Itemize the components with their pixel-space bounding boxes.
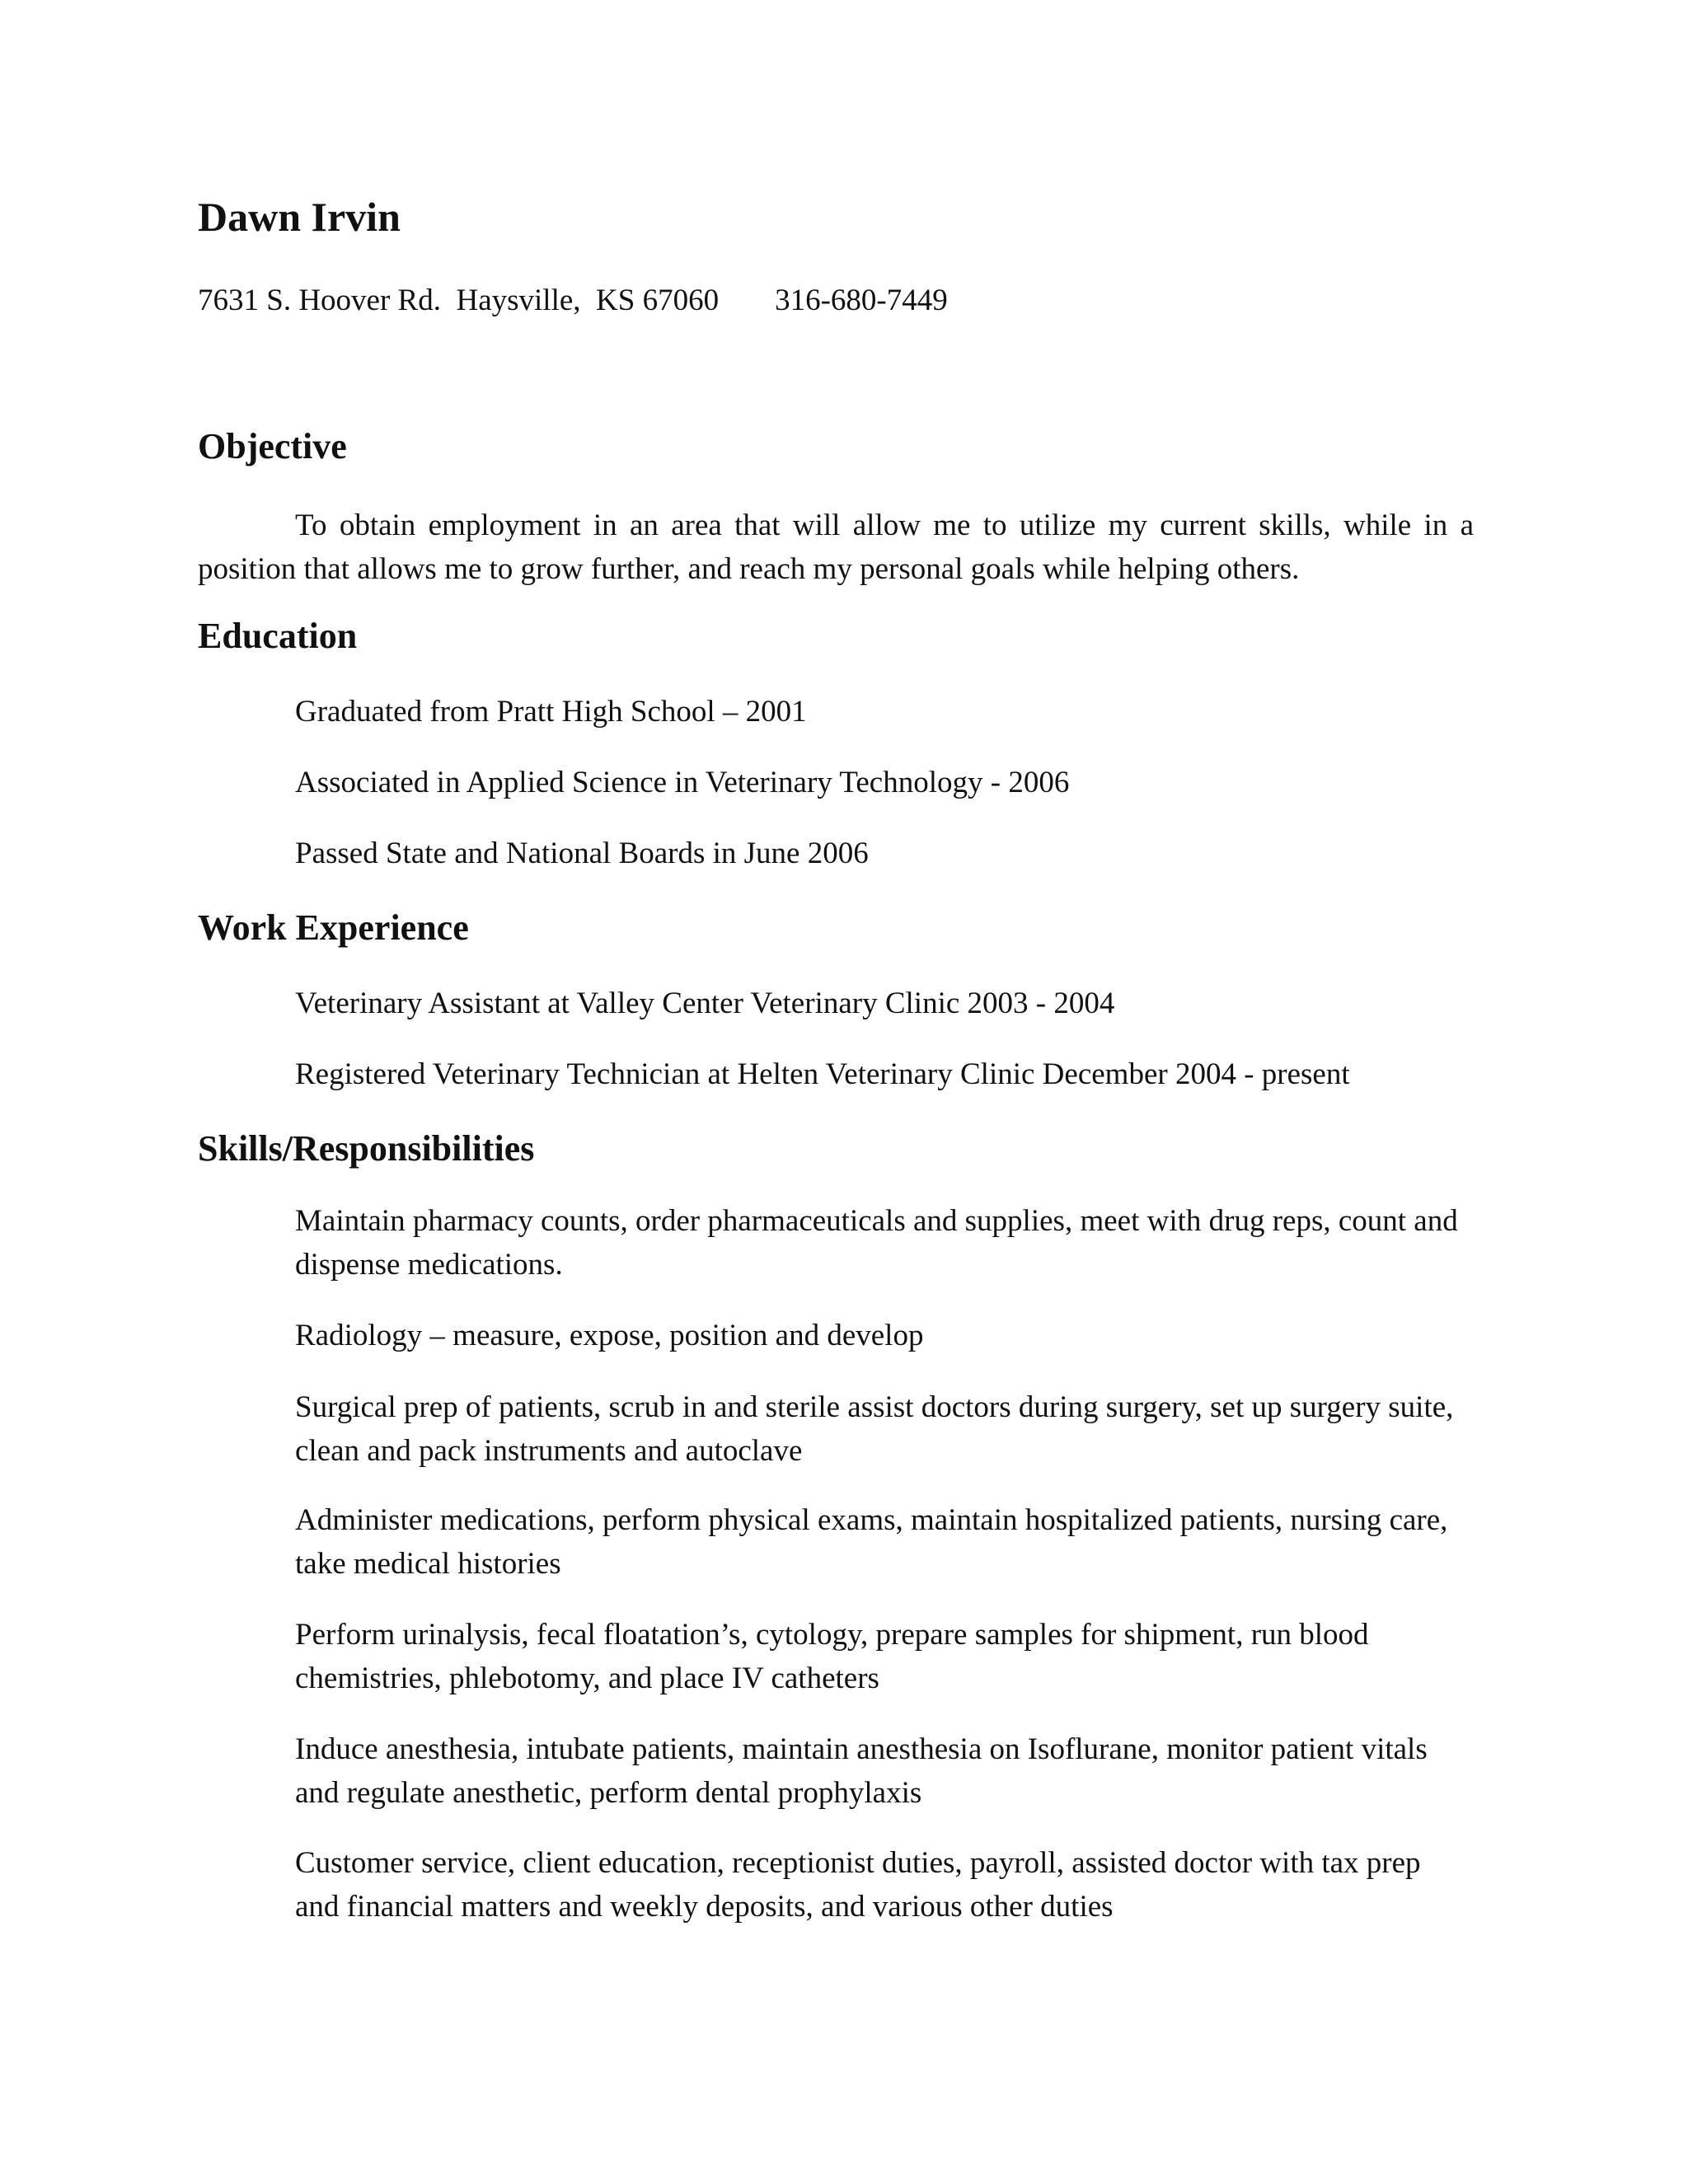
education-heading: Education (198, 616, 358, 656)
skill-item: Perform urinalysis, fecal floatation’s, cytology, prepare samples for shipment, run blood chemistries, phlebotomy, and place IV catheters (295, 1618, 1369, 1695)
skill-item: Administer medications, perform physical exams, maintain hospitalized patients, nursing care, take medical histories (295, 1503, 1448, 1581)
education-item: Passed State and National Boards in June 2006 (295, 837, 869, 870)
work-item: Registered Veterinary Technician at Helten Veterinary Clinic December 2004 - present (295, 1057, 1350, 1091)
objective-heading: Objective (198, 426, 347, 466)
skill-item: Surgical prep of patients, scrub in and sterile assist doctors during surgery, set up surgery suite, clean and pack instruments and autoclave (295, 1390, 1454, 1468)
education-item: Associated in Applied Science in Veterinary Technology - 2006 (295, 766, 1070, 799)
contact-line (198, 285, 948, 316)
education-item: Graduated from Pratt High School – 2001 (295, 695, 807, 729)
skill-item: Induce anesthesia, intubate patients, maintain anesthesia on Isoflurane, monitor patient vitals and regulate anesthetic, perform dental prophylaxis (295, 1732, 1428, 1810)
work-item: Veterinary Assistant at Valley Center Veterinary Clinic 2003 - 2004 (295, 987, 1115, 1020)
phone-number: 316-680-7449 (775, 284, 948, 317)
address: 7631 S. Hoover Rd. Haysville, KS 67060 (198, 284, 720, 317)
work-experience-heading: Work Experience (198, 907, 469, 948)
objective-text: To obtain employment in an area that will allow me to utilize my current skills, while in a position that allows me to grow further, and reach my personal goals while helping others. (198, 509, 1474, 586)
skill-item: Customer service, client education, receptionist duties, payroll, assisted doctor with tax prep and financial matters and weekly deposits, and various other duties (295, 1846, 1421, 1924)
skills-heading: Skills/Responsibilities (198, 1128, 535, 1169)
applicant-name: Dawn Irvin (198, 194, 401, 240)
skill-item: Maintain pharmacy counts, order pharmaceuticals and supplies, meet with drug reps, count and dispense medications. (295, 1204, 1458, 1282)
skill-item: Radiology – measure, expose, position and develop (295, 1319, 924, 1352)
